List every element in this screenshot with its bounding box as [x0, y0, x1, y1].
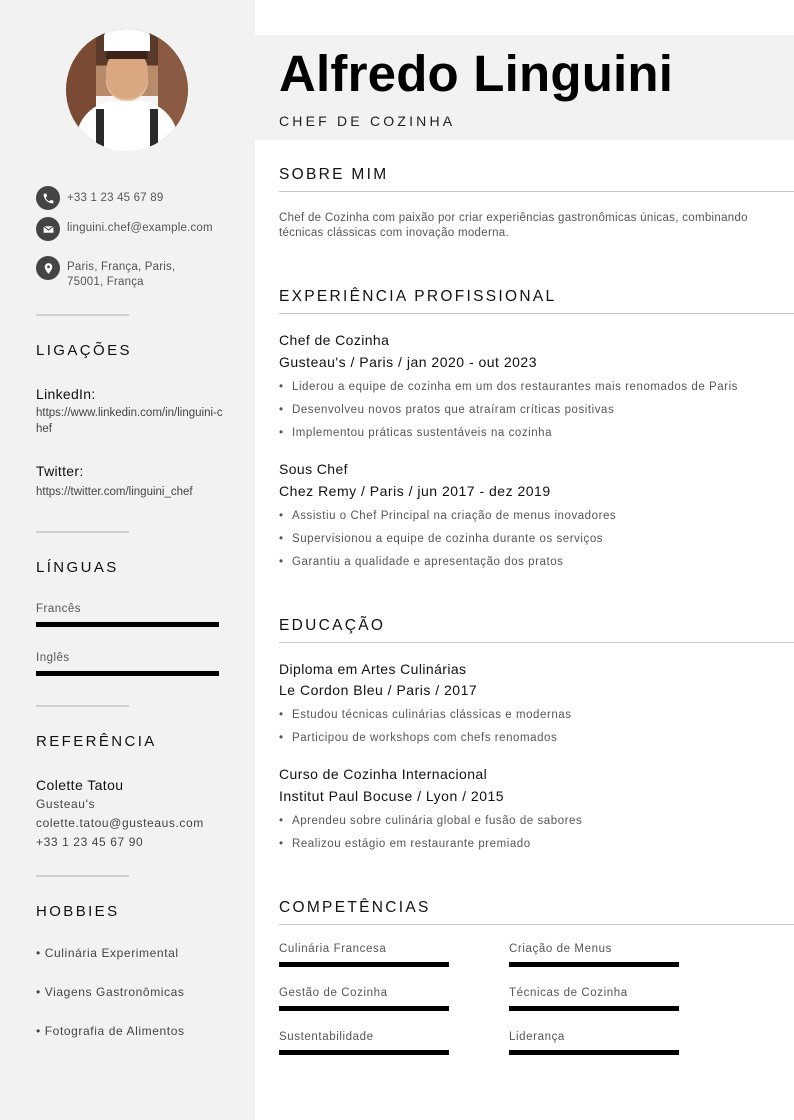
reference-heading: REFERÊNCIA	[36, 733, 157, 750]
skill-level-bar	[279, 1006, 449, 1011]
job-role: CHEF DE COZINHA	[279, 113, 456, 129]
linkedin-label: LinkedIn:	[36, 386, 96, 402]
language-name: Francês	[36, 603, 82, 615]
skill-name: Liderança	[509, 1031, 565, 1043]
skill-name: Técnicas de Cozinha	[509, 987, 628, 999]
job-bullet: • Liderou a equipe de cozinha em um dos restaurantes mais renomados de Paris	[279, 381, 738, 393]
job-bullet: • Implementou práticas sustentáveis na cozinha	[279, 427, 553, 439]
experience-heading: EXPERIÊNCIA PROFISSIONAL	[279, 288, 557, 305]
skill-level-bar	[279, 962, 449, 967]
skill-name: Sustentabilidade	[279, 1031, 374, 1043]
skill-name: Criação de Menus	[509, 943, 612, 955]
language-level-bar	[36, 671, 219, 676]
section-divider	[279, 191, 794, 192]
hobby-item: • Culinária Experimental	[36, 946, 179, 960]
email-address[interactable]: linguini.chef@example.com	[67, 222, 213, 234]
job-bullet: • Garantiu a qualidade e apresentação dos pratos	[279, 556, 564, 568]
hobbies-heading: HOBBIES	[36, 903, 120, 920]
twitter-label: Twitter:	[36, 463, 84, 479]
skill-name: Gestão de Cozinha	[279, 987, 388, 999]
section-divider	[279, 313, 794, 314]
about-heading: SOBRE MIM	[279, 166, 389, 183]
languages-heading: LÍNGUAS	[36, 559, 119, 576]
divider	[36, 705, 129, 707]
skill-name: Culinária Francesa	[279, 943, 387, 955]
job-bullet: • Desenvolveu novos pratos que atraíram críticas positivas	[279, 404, 615, 416]
reference-company: Gusteau's	[36, 797, 96, 811]
address: Paris, França, Paris, 75001, França	[67, 261, 176, 288]
skills-heading: COMPETÊNCIAS	[279, 899, 431, 916]
hobby-item: • Fotografia de Alimentos	[36, 1024, 185, 1038]
skill-level-bar	[509, 1050, 679, 1055]
job-bullet: • Assistiu o Chef Principal na criação de menus inovadores	[279, 510, 617, 522]
section-divider	[279, 924, 794, 925]
about-text: Chef de Cozinha com paixão por criar experiências gastronômicas únicas, combinando técnicas clássicas com inovação moderna.	[279, 212, 748, 239]
job-bullet: • Supervisionou a equipe de cozinha durante os serviços	[279, 533, 604, 545]
divider	[36, 314, 129, 316]
language-level-bar	[36, 622, 219, 627]
education-title: Diploma em Artes Culinárias	[279, 661, 467, 677]
contact-address	[36, 256, 197, 290]
location-pin-icon	[36, 256, 60, 280]
contact-email	[36, 217, 213, 241]
reference-phone: +33 1 23 45 67 90	[36, 835, 144, 849]
language-name: Inglês	[36, 652, 70, 664]
linkedin-url[interactable]: https://www.linkedin.com/in/linguini-chef	[36, 407, 223, 435]
full-name: Alfredo Linguini	[279, 45, 674, 102]
twitter-url[interactable]: https://twitter.com/linguini_chef	[36, 486, 193, 498]
education-bullet: • Participou de workshops com chefs renomados	[279, 732, 558, 744]
education-subtitle: Institut Paul Bocuse / Lyon / 2015	[279, 788, 505, 804]
education-bullet: • Estudou técnicas culinárias clássicas e modernas	[279, 709, 572, 721]
reference-email[interactable]: colette.tatou@gusteaus.com	[36, 816, 204, 830]
avatar	[66, 29, 188, 151]
section-divider	[279, 642, 794, 643]
education-subtitle: Le Cordon Bleu / Paris / 2017	[279, 682, 478, 698]
links-heading: LIGAÇÕES	[36, 342, 132, 359]
job-subtitle: Gusteau's / Paris / jan 2020 - out 2023	[279, 354, 537, 370]
education-heading: EDUCAÇÃO	[279, 617, 386, 634]
divider	[36, 531, 129, 533]
phone-icon	[36, 186, 60, 210]
education-title: Curso de Cozinha Internacional	[279, 766, 488, 782]
job-title: Chef de Cozinha	[279, 332, 390, 348]
skill-level-bar	[509, 1006, 679, 1011]
contact-phone	[36, 186, 213, 210]
divider	[36, 875, 129, 877]
phone-number: +33 1 23 45 67 89	[67, 192, 164, 204]
hobby-item: • Viagens Gastronômicas	[36, 985, 185, 999]
education-bullet: • Realizou estágio em restaurante premiado	[279, 838, 531, 850]
job-title: Sous Chef	[279, 461, 348, 477]
skill-level-bar	[279, 1050, 449, 1055]
reference-name: Colette Tatou	[36, 777, 124, 793]
education-bullet: • Aprendeu sobre culinária global e fusão de sabores	[279, 815, 583, 827]
skill-level-bar	[509, 962, 679, 967]
job-subtitle: Chez Remy / Paris / jun 2017 - dez 2019	[279, 483, 551, 499]
envelope-icon	[36, 217, 60, 241]
